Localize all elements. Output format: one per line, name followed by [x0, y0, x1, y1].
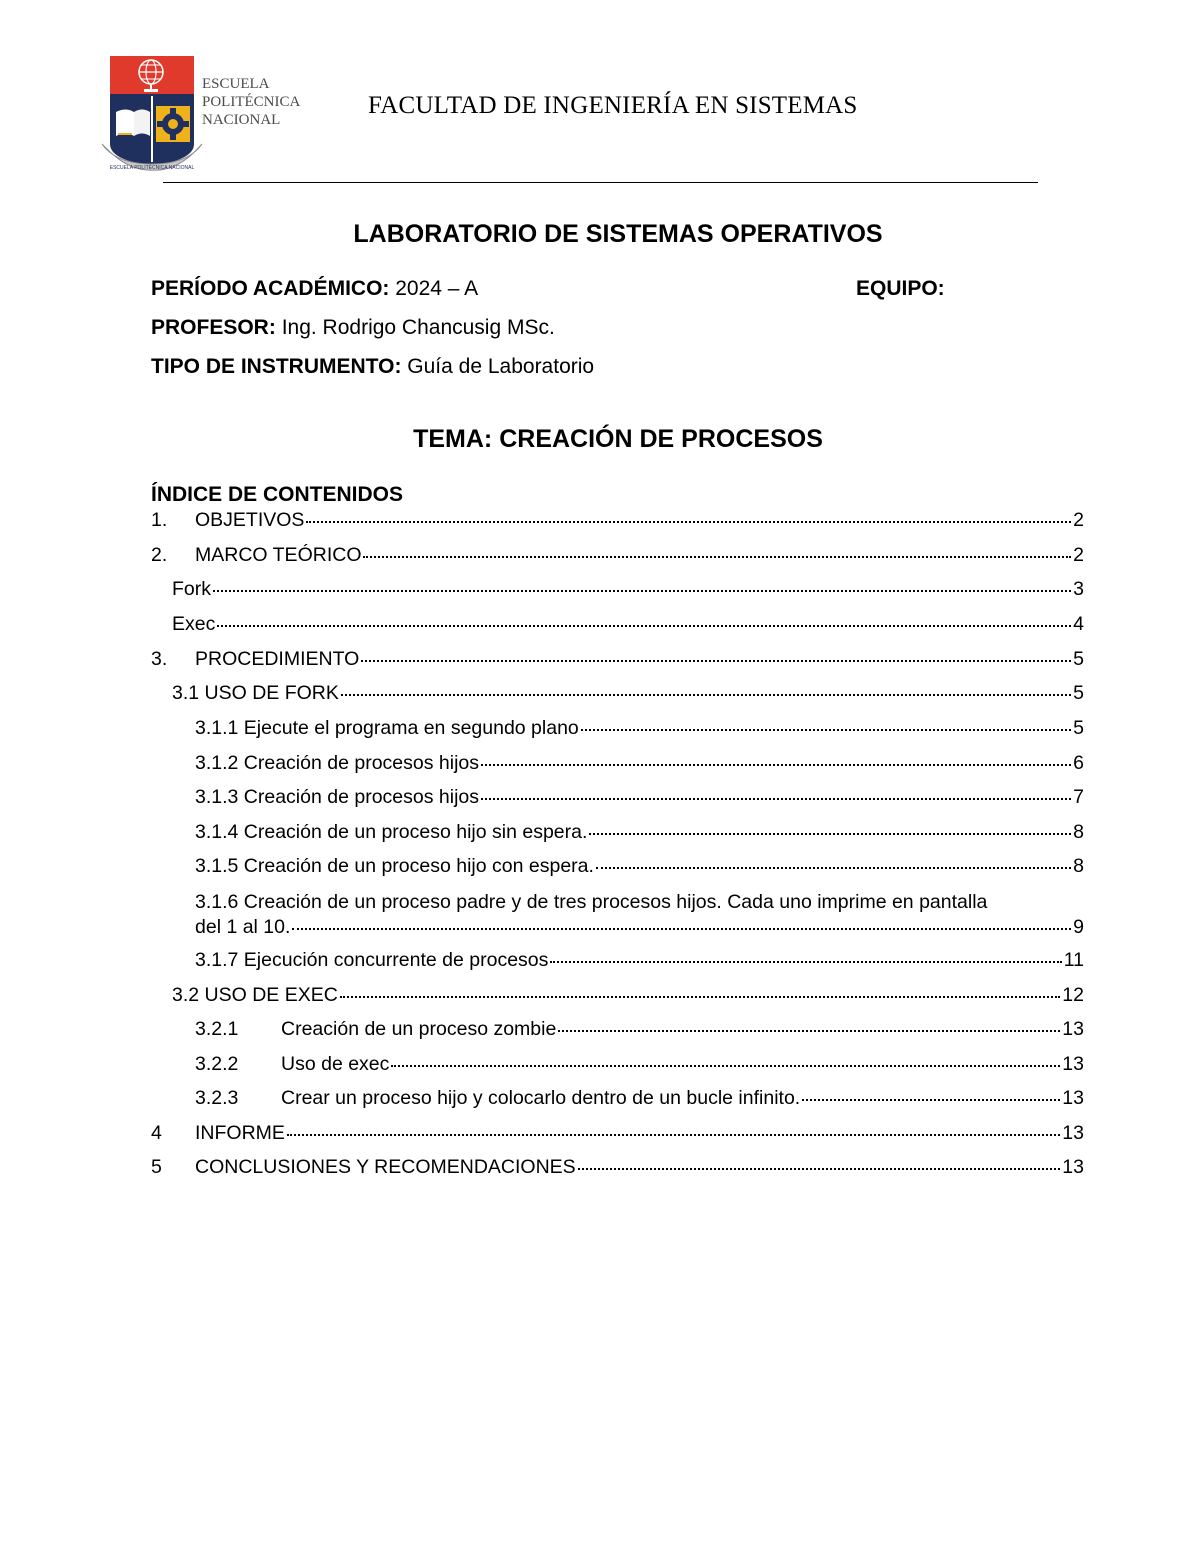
- toc-leader: [287, 1134, 1060, 1136]
- toc-entry-page: 4: [1073, 613, 1084, 635]
- toc-entry-label: 3.2 USO DE EXEC: [172, 984, 338, 1006]
- toc-entry-label: MARCO TEÓRICO: [195, 544, 362, 566]
- toc-entry-page: 7: [1073, 786, 1084, 808]
- toc-leader: [596, 867, 1071, 869]
- toc-leader: [581, 729, 1071, 731]
- toc-leader: [802, 1099, 1060, 1101]
- toc-leader: [481, 798, 1071, 800]
- toc-entry-label: 3.1.7 Ejecución concurrente de procesos: [195, 949, 549, 971]
- toc-entry-label-continued: del 1 al 10.: [195, 916, 291, 938]
- toc-entry-page: 8: [1073, 855, 1084, 877]
- toc-entry-3-2-3[interactable]: [195, 1089, 1084, 1109]
- toc-leader: [292, 928, 1071, 930]
- toc-entry-marco-teorico[interactable]: [151, 546, 1084, 566]
- logo-line-2: POLITÉCNICA: [202, 94, 301, 110]
- logo-line-1: ESCUELA: [202, 76, 270, 92]
- toc-entry-continuation: [195, 915, 1084, 940]
- toc-entry-number: 3.2.2: [195, 1053, 239, 1075]
- period-value: 2024 – A: [395, 277, 479, 300]
- team-label: EQUIPO:: [856, 277, 945, 300]
- toc-entry-label: Crear un proceso hijo y colocarlo dentro de un bucle infinito.: [281, 1087, 801, 1109]
- toc-entry-label: 3.1.2 Creación de procesos hijos: [195, 752, 479, 774]
- toc-entry-page: 13: [1062, 1018, 1084, 1040]
- toc-entry-uso-de-exec[interactable]: [172, 986, 1084, 1006]
- toc-entry-page: 11: [1063, 949, 1084, 971]
- toc-entry-3-1-5[interactable]: [195, 857, 1084, 877]
- toc-entry-label: 3.1.1 Ejecute el programa en segundo plano: [195, 717, 579, 739]
- logo-motto: ESCUELA POLITÉCNICA NACIONAL: [109, 165, 195, 171]
- toc-entry-page: 5: [1073, 717, 1084, 739]
- toc-leader: [306, 521, 1071, 523]
- gear-icon: [156, 106, 190, 142]
- toc-entry-page: 12: [1062, 984, 1084, 1006]
- header-divider: [163, 182, 1038, 183]
- toc-leader: [341, 694, 1071, 696]
- toc-leader: [589, 833, 1071, 835]
- toc-entry-procedimiento[interactable]: [151, 650, 1084, 670]
- toc-entry-fork[interactable]: [172, 580, 1084, 600]
- toc-entry-3-1-3[interactable]: [195, 788, 1084, 808]
- professor-value: Ing. Rodrigo Chancusig MSc.: [281, 316, 555, 339]
- logo-line-3: NACIONAL: [202, 112, 281, 128]
- toc-entry-informe[interactable]: [151, 1124, 1084, 1144]
- toc-entry-page: 13: [1062, 1053, 1084, 1075]
- toc-entry-number: 3.2.3: [195, 1087, 239, 1109]
- toc-leader: [213, 590, 1071, 592]
- toc-leader: [217, 625, 1071, 627]
- toc-entry-page: 13: [1062, 1087, 1084, 1109]
- toc-leader: [391, 1065, 1060, 1067]
- toc-entry-page: 13: [1062, 1122, 1084, 1144]
- university-logo: [98, 52, 308, 180]
- toc-entry-number: 4: [151, 1122, 162, 1144]
- toc-entry-label: Fork: [172, 578, 211, 600]
- toc-leader: [578, 1168, 1061, 1170]
- toc-entry-number: 2.: [151, 544, 168, 566]
- toc-entry-3-1-6[interactable]: [195, 890, 1084, 940]
- toc-entry-label: 3.1 USO DE FORK: [172, 682, 339, 704]
- toc-leader: [481, 764, 1071, 766]
- toc-entry-3-2-2[interactable]: [195, 1055, 1084, 1075]
- toc-entry-number: 3.: [151, 648, 168, 670]
- toc-entry-page: 2: [1073, 544, 1084, 566]
- professor-label: PROFESOR:: [151, 316, 276, 339]
- toc-entry-3-1-4[interactable]: [195, 823, 1084, 843]
- toc-entry-conclusiones[interactable]: [151, 1158, 1084, 1178]
- toc-entry-3-1-7[interactable]: [195, 951, 1084, 971]
- professor-line: [151, 316, 555, 340]
- toc-entry-uso-de-fork[interactable]: [172, 684, 1084, 704]
- toc-leader: [550, 961, 1061, 963]
- toc-entry-label: 3.1.5 Creación de un proceso hijo con espera.: [195, 855, 594, 877]
- toc-entry-page: 13: [1062, 1156, 1084, 1178]
- toc-entry-page: 5: [1073, 682, 1084, 704]
- toc-heading: ÍNDICE DE CONTENIDOS: [151, 483, 404, 506]
- toc-entry-page: 2: [1073, 509, 1084, 531]
- toc-entry-number: 3.2.1: [195, 1018, 239, 1040]
- toc-entry-page: 8: [1073, 821, 1084, 843]
- toc-entry-label: PROCEDIMIENTO: [195, 648, 360, 670]
- toc-entry-3-1-1[interactable]: [195, 719, 1084, 739]
- toc-entry-page: 3: [1073, 578, 1084, 600]
- toc-entry-page: 5: [1073, 648, 1084, 670]
- period-line: [151, 277, 478, 301]
- toc-entry-number: 5: [151, 1156, 162, 1178]
- toc-entry-label: CONCLUSIONES Y RECOMENDACIONES: [195, 1156, 576, 1178]
- instrument-label: TIPO DE INSTRUMENTO:: [151, 355, 402, 378]
- instrument-line: [151, 355, 594, 379]
- toc-entry-label: 3.1.6 Creación de un proceso padre y de tres procesos hijos. Cada uno imprime en pantalla: [195, 891, 988, 913]
- book-icon: [116, 110, 150, 137]
- toc-leader: [340, 996, 1060, 998]
- toc-entry-page: 9: [1073, 916, 1084, 938]
- toc-entry-label: 3.1.4 Creación de un proceso hijo sin espera.: [195, 821, 588, 843]
- topic-title: TEMA: CREACIÓN DE PROCESOS: [413, 425, 823, 453]
- toc-leader: [363, 556, 1071, 558]
- toc-entry-label: OBJETIVOS: [195, 509, 305, 531]
- toc-entry-label: Uso de exec: [281, 1053, 390, 1075]
- document-title: LABORATORIO DE SISTEMAS OPERATIVOS: [353, 220, 883, 248]
- toc-entry-number: 1.: [151, 509, 168, 531]
- toc-entry-page: 6: [1073, 752, 1084, 774]
- period-label: PERÍODO ACADÉMICO:: [151, 277, 390, 300]
- toc-entry-objetivos[interactable]: [151, 511, 1084, 531]
- toc-entry-label: Creación de un proceso zombie: [281, 1018, 557, 1040]
- toc-entry-3-1-2[interactable]: [195, 754, 1084, 774]
- toc-entry-label: INFORME: [195, 1122, 285, 1144]
- toc-entry-label: Exec: [172, 613, 216, 635]
- toc-leader: [361, 660, 1071, 662]
- toc-entry-label: 3.1.3 Creación de procesos hijos: [195, 786, 479, 808]
- toc-entry-3-2-1[interactable]: [195, 1020, 1084, 1040]
- instrument-value: Guía de Laboratorio: [407, 355, 595, 378]
- toc-leader: [558, 1030, 1060, 1032]
- toc-entry-exec[interactable]: [172, 615, 1084, 635]
- faculty-title: FACULTAD DE INGENIERÍA EN SISTEMAS: [368, 92, 858, 119]
